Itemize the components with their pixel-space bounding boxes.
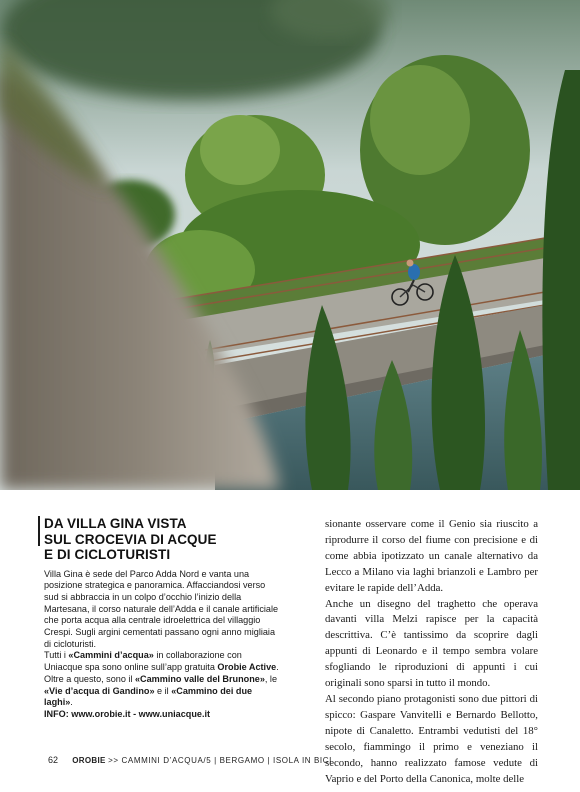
info-links: INFO: www.orobie.it - www.uniacque.it <box>44 708 211 719</box>
cammini-acqua-highlight: «Cammini d’acqua» <box>68 650 154 661</box>
sidebar-box <box>44 516 282 721</box>
text-run: , le <box>264 673 278 684</box>
sidebar-paragraph-1: Villa Gina è sede del Parco Adda Nord e vanta una posizione strategica e panoramica. Affacciandosi verso sud si abbraccia in un colpo d’occhio l’inizio della Martesana, il corso naturale dell’Adda e il canale artificiale che porta acqua alla centrale idroelettrica del villaggio Crespi. Sugli argini cementati passano ogni anno migliaia di cicloturisti. <box>44 568 279 649</box>
sidebar-heading-line-2: SUL CROCEVIA DI ACQUE <box>44 531 217 547</box>
sidebar-paragraph-2 <box>44 650 282 709</box>
sidebar-heading <box>44 516 282 563</box>
sidebar-info-line <box>44 709 282 721</box>
section-path: >> CAMMINI D’ACQUA/5 | BERGAMO | ISOLA IN BICI <box>108 756 332 765</box>
sidebar-accent-rule <box>38 516 40 546</box>
page-footer <box>48 755 332 765</box>
app-name-highlight: Orobie Active <box>217 662 277 673</box>
text-run: . <box>70 697 73 708</box>
vie-acqua-gandino-highlight: «Vie d’acqua di Gandino» <box>44 685 155 696</box>
page-number: 62 <box>48 755 59 765</box>
article-paragraph-3: Al secondo piano protagonisti sono due pittori di spicco: Gaspare Vanvitelli e Bernardo Bellotto, nipote di Canaletto. Entrambi vedutisti del 18° secolo, fiammingo il primo e veneziano il secondo, hanno realizzato famose vedute di Vaprio e del Porto della Canonica, molte delle <box>325 692 538 785</box>
text-run: e il <box>154 685 172 696</box>
publication-name: OROBIE <box>72 756 109 765</box>
cammino-due-laghi-highlight: «Cammino dei due laghi» <box>44 685 253 708</box>
text-run: Tutti i <box>44 650 69 661</box>
text-run: . Oltre a questo, sono il <box>44 662 279 684</box>
cammino-brunone-highlight: «Cammino valle del Brunone» <box>135 673 265 684</box>
article-paragraph-2: Anche un disegno del traghetto che operava davanti villa Melzi rapisce per la capacità descrittiva. C’è tantissimo da scoprire dagli appunti di Leonardo e il tempo sembra volare sfogliando le riproduzioni di appunti i cui originali sono sparsi in tutto il mondo. <box>325 597 538 690</box>
sidebar-heading-line-1: DA VILLA GINA VISTA <box>44 516 187 531</box>
article-paragraph-1: sionante osservare come il Genio sia riuscito a riprodurre il corso del fiume con precisione e di come abbia ipotizzato un canale alternativo da Lecco a Milano via laghi brianzoli e Lambro per evitare le rapide dell’Adda. <box>325 518 538 594</box>
sidebar-body <box>44 569 282 721</box>
article-column <box>325 517 538 787</box>
sidebar-heading-line-3: E DI CICLOTURISTI <box>44 547 171 562</box>
text-run: in collaborazione con Uniacque spa sono online sull’app gratuita <box>44 650 242 673</box>
